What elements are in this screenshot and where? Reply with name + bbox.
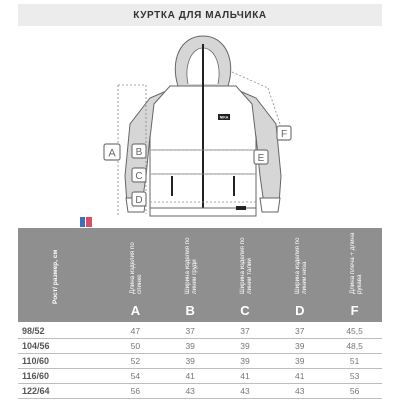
size-cell: 110/60 bbox=[22, 356, 50, 366]
value-cell: 48,5 bbox=[346, 341, 363, 351]
page-title: КУРТКА ДЛЯ МАЛЬЧИКА bbox=[133, 9, 267, 21]
table-row bbox=[18, 339, 382, 354]
value-cell: 51 bbox=[349, 356, 360, 366]
value-cell: 39 bbox=[240, 356, 250, 366]
svg-text:F: F bbox=[280, 129, 288, 140]
header-letter: D bbox=[295, 303, 305, 318]
header-size-column bbox=[18, 228, 108, 322]
header-letter: A bbox=[130, 303, 141, 318]
marker-d bbox=[132, 192, 146, 206]
value-cell: 52 bbox=[130, 356, 141, 366]
value-cell: 37 bbox=[295, 326, 305, 336]
table-row bbox=[18, 369, 382, 384]
value-cell: 39 bbox=[295, 341, 305, 351]
size-table bbox=[18, 228, 382, 398]
value-cell: 39 bbox=[295, 356, 305, 366]
header-column-c bbox=[218, 228, 273, 322]
value-cell: 39 bbox=[240, 341, 250, 351]
marker-e bbox=[254, 150, 268, 164]
header-letter: B bbox=[185, 303, 195, 318]
svg-text:E: E bbox=[257, 153, 265, 164]
header-column-a bbox=[108, 228, 163, 322]
header-label: Ширина изделия по линии груди bbox=[184, 237, 199, 294]
value-cell: 47 bbox=[130, 326, 141, 336]
value-cell: 56 bbox=[349, 386, 360, 396]
value-cell: 41 bbox=[295, 371, 305, 381]
svg-text:D: D bbox=[135, 195, 143, 206]
value-cell: 50 bbox=[130, 341, 141, 351]
value-cell: 39 bbox=[185, 341, 195, 351]
value-cell: 43 bbox=[185, 386, 195, 396]
header-letter: F bbox=[350, 303, 359, 318]
header-letter: C bbox=[240, 303, 250, 318]
value-cell: 54 bbox=[130, 371, 141, 381]
table-header bbox=[18, 228, 382, 322]
table-row bbox=[18, 384, 382, 399]
value-cell: 56 bbox=[130, 386, 141, 396]
value-cell: 41 bbox=[185, 371, 195, 381]
marker-c bbox=[132, 168, 146, 182]
right-cuff bbox=[260, 198, 280, 212]
size-cell: 98/52 bbox=[22, 326, 45, 336]
header-label: Ширина изделия по линии низа bbox=[293, 237, 308, 294]
marker-f bbox=[277, 126, 291, 140]
header-size-label: Рост/ размер, см bbox=[52, 249, 60, 304]
value-cell: 39 bbox=[185, 356, 195, 366]
svg-text:B: B bbox=[135, 147, 143, 158]
brand-mark-icon bbox=[80, 217, 92, 227]
size-cell: 116/60 bbox=[22, 371, 50, 381]
value-cell: 43 bbox=[240, 386, 250, 396]
header-column-f bbox=[327, 228, 382, 322]
chest-label-text: NIKA bbox=[219, 115, 229, 120]
value-cell: 41 bbox=[240, 371, 250, 381]
header-label: Длина изделия по спинке bbox=[129, 242, 144, 294]
title-bar bbox=[18, 4, 382, 26]
header-label: Ширина изделия по линии талии bbox=[238, 237, 253, 294]
header-label: Длина плеча + длина рукава bbox=[348, 232, 363, 294]
header-column-b bbox=[163, 228, 218, 322]
row-divider bbox=[18, 398, 382, 399]
table-row bbox=[18, 354, 382, 369]
value-cell: 53 bbox=[349, 371, 360, 381]
value-cell: 45,5 bbox=[346, 326, 363, 336]
size-cell: 104/56 bbox=[22, 341, 50, 351]
hem-tab bbox=[236, 206, 246, 210]
marker-a bbox=[104, 144, 120, 160]
size-cell: 122/64 bbox=[22, 386, 50, 396]
header-column-d bbox=[272, 228, 327, 322]
svg-text:A: A bbox=[108, 147, 116, 160]
svg-text:C: C bbox=[135, 171, 143, 182]
value-cell: 37 bbox=[185, 326, 195, 336]
value-cell: 37 bbox=[240, 326, 250, 336]
marker-b bbox=[132, 144, 146, 158]
table-row bbox=[18, 324, 382, 339]
value-cell: 43 bbox=[295, 386, 305, 396]
